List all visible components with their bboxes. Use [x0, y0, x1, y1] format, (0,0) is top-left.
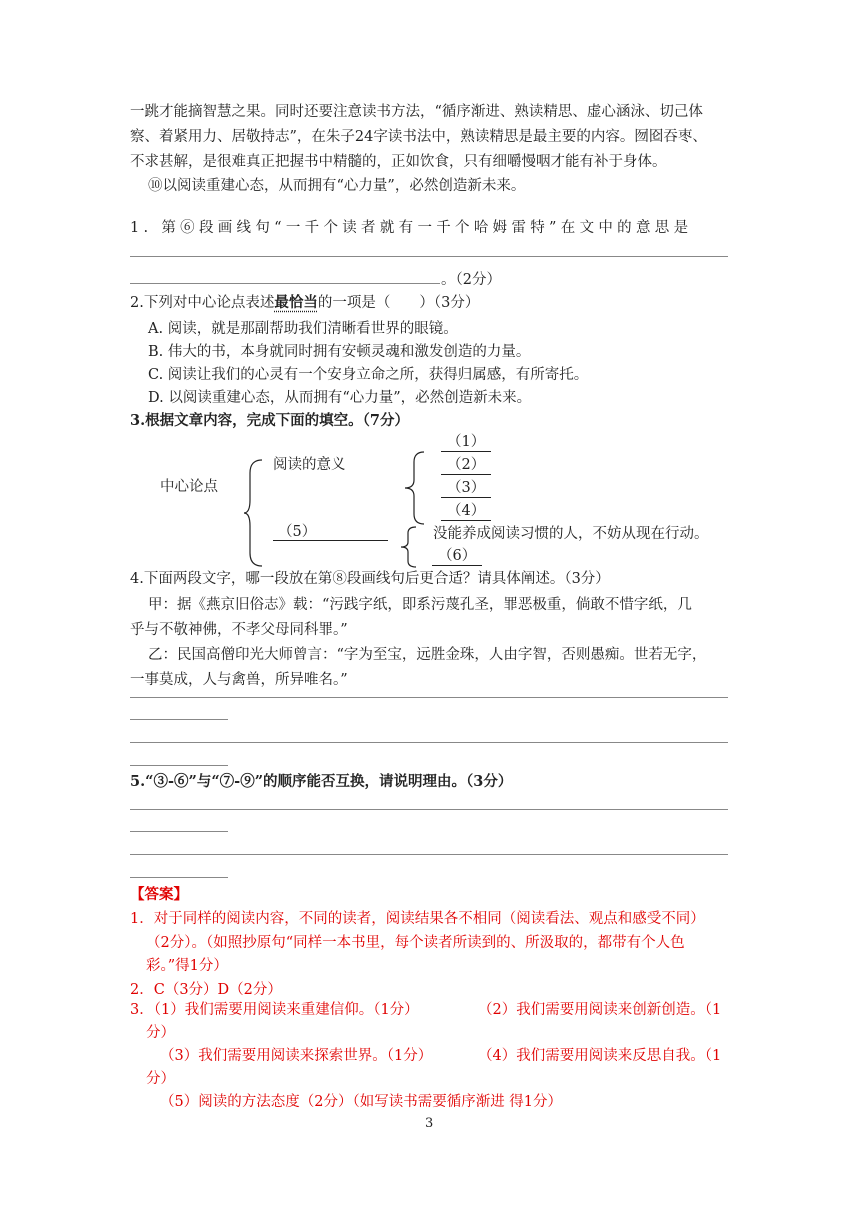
answer-3-line: 分） — [146, 1025, 175, 1041]
answer-line — [130, 697, 728, 698]
answer-3-line: （2）我们需要用阅读来创新创造。（1 — [478, 1002, 722, 1018]
answer-1-line: 1．对于同样的阅读内容，不同的读者，阅读结果各不相同（阅读看法、观点和感受不同） — [130, 911, 705, 927]
center-thesis-label: 中心论点 — [160, 479, 218, 495]
answer-1-line: 彩。”得1分） — [146, 958, 228, 974]
answer-line — [130, 256, 728, 257]
answer-3-line: （3）我们需要用阅读来探索世界。（1分） — [160, 1048, 433, 1064]
answer-line — [130, 877, 228, 878]
question-2-prefix: 2.下列对中心论点表述 — [130, 295, 275, 311]
question-4-title: 4.下面两段文字，哪一段放在第⑧段画线句后更合适？请具体阐述。（3分） — [130, 571, 610, 587]
option-d: D. 以阅读重建心态，从而拥有“心力量”，必然创造新未来。 — [148, 390, 532, 406]
question-2-suffix: 的一项是（ ）（3分） — [317, 295, 480, 311]
answer-line — [130, 283, 440, 284]
answer-line — [130, 809, 728, 810]
passage-yi-line: 一事莫成，人与禽兽，所异唯名。” — [130, 672, 348, 688]
answer-line — [130, 831, 228, 832]
question-1-text: 1. 第⑥段画线句“一千个读者就有一千个哈姆雷特”在文中的意思是 — [130, 220, 693, 236]
question-1-score: 。（2分） — [441, 272, 501, 288]
slot-1: （1） — [441, 433, 491, 452]
option-b: B. 伟大的书，本身就同时拥有安顿灵魂和激发创造的力量。 — [148, 344, 531, 360]
answer-3-line: 分） — [146, 1071, 175, 1087]
right-brace-bottom — [398, 525, 418, 569]
answer-line — [130, 765, 228, 766]
slot-4: （4） — [441, 502, 491, 521]
answer-line — [130, 719, 228, 720]
passage-yi-line: 乙：民国高僧印光大师曾言：“字为至宝，远胜金珠，人由字智，否则愚痴。世若无字， — [148, 647, 707, 663]
answer-1-line: （2分）。（如照抄原句“同样一本书里，每个读者所读到的、所汲取的，都带有个人色 — [146, 935, 685, 951]
question-5-title: 5.“③-⑥”与“⑦-⑨”的顺序能否互换，请说明理由。（3分） — [130, 773, 513, 790]
passage-line: 一跳才能摘智慧之果。同时还要注意读书方法，“循序渐进、熟读精思、虚心涵泳、切己体 — [130, 104, 703, 120]
question-2-emphasis: 最恰当 — [274, 294, 318, 311]
page-number: 3 — [425, 1116, 434, 1131]
answer-3-line: （5）阅读的方法态度（2分）（如写读书需要循序渐进 得1分） — [160, 1094, 563, 1110]
answer-line — [130, 854, 728, 855]
reading-meaning-label: 阅读的意义 — [273, 457, 346, 473]
answer-3-line: （4）我们需要用阅读来反思自我。（1 — [478, 1048, 722, 1064]
answer-3-line: 3．（1）我们需要用阅读来重建信仰。（1分） — [130, 1002, 419, 1018]
right-brace-top — [402, 450, 426, 526]
slot-2: （2） — [441, 456, 491, 475]
passage-line: 察、着紧用力、居敬持志”，在朱子24字读书法中，熟读精思是最主要的内容。囫囵吞枣、 — [130, 129, 707, 145]
blank-5-label: （5） — [278, 524, 317, 540]
question-3-title: 3.根据文章内容，完成下面的填空。（7分） — [130, 412, 409, 429]
answer-2: 2．C（3分）D（2分） — [130, 982, 282, 998]
blank-5-line — [273, 540, 388, 541]
slot-6: （6） — [432, 547, 482, 566]
passage-line: ⑩以阅读重建心态，从而拥有“心力量”，必然创造新未来。 — [148, 178, 526, 194]
option-a: A. 阅读，就是那副帮助我们清晰看世界的眼镜。 — [148, 321, 458, 337]
answer-line — [130, 742, 728, 743]
passage-jia-line: 乎与不敬神佛，不孝父母同科罪。” — [130, 622, 348, 638]
passage-line: 不求甚解，是很难真正把握书中精髓的，正如饮食，只有细嚼慢咽才能有补于身体。 — [130, 154, 667, 170]
answer-heading: 【答案】 — [130, 886, 188, 903]
option-c: C. 阅读让我们的心灵有一个安身立命之所，获得归属感，有所寄托。 — [148, 367, 589, 383]
passage-jia-line: 甲：据《燕京旧俗志》载：“污践字纸，即系污蔑孔圣，罪恶极重，倘敢不惜字纸，几 — [148, 597, 692, 613]
question-2-title — [130, 293, 479, 313]
slot-3: （3） — [441, 479, 491, 498]
left-brace — [242, 458, 264, 568]
habit-text: 没能养成阅读习惯的人，不妨从现在行动。 — [433, 526, 709, 542]
